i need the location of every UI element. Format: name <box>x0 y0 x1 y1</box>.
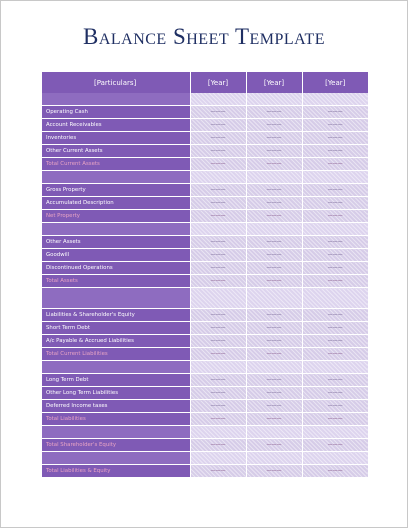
year-value-cell-3[interactable]: ——— <box>302 374 368 387</box>
row-label: Deferred Income taxes <box>42 400 190 413</box>
year-value-cell-2[interactable]: ——— <box>246 439 302 452</box>
year-value-cell-3[interactable] <box>302 452 368 465</box>
spacer-row <box>42 288 368 309</box>
year-value-cell-2[interactable]: ——— <box>246 309 302 322</box>
table-row <box>42 145 368 158</box>
year-value-cell-3[interactable]: ——— <box>302 249 368 262</box>
year-value-cell-3[interactable]: ——— <box>302 262 368 275</box>
row-label: Other Long Term Liabilities <box>42 387 190 400</box>
year-value-cell-1[interactable]: ——— <box>190 309 246 322</box>
total-row <box>42 158 368 171</box>
year-value-cell-3[interactable] <box>302 288 368 309</box>
year-value-cell-1[interactable]: ——— <box>190 275 246 288</box>
year-value-cell-3[interactable]: ——— <box>302 335 368 348</box>
row-label: Total Liabilities <box>42 413 190 426</box>
year-value-cell-1[interactable] <box>190 171 246 184</box>
row-label: Account Receivables <box>42 119 190 132</box>
table-row <box>42 387 368 400</box>
year-value-cell-1[interactable]: ——— <box>190 335 246 348</box>
table-row <box>42 400 368 413</box>
table-row <box>42 374 368 387</box>
table-row <box>42 236 368 249</box>
year-value-cell-1[interactable]: ——— <box>190 374 246 387</box>
year-value-cell-3[interactable]: ——— <box>302 465 368 478</box>
page-title: Balance Sheet Template <box>82 24 326 49</box>
year-value-cell-3[interactable] <box>302 426 368 439</box>
row-label: Gross Property <box>42 184 190 197</box>
year-value-cell-2[interactable]: ——— <box>246 184 302 197</box>
year-value-cell-3[interactable]: ——— <box>302 275 368 288</box>
row-label: A/c Payable & Accrued Liabilities <box>42 335 190 348</box>
year-value-cell-2[interactable]: ——— <box>246 236 302 249</box>
row-label: Inventories <box>42 132 190 145</box>
year-value-cell-1[interactable]: ——— <box>190 236 246 249</box>
year-value-cell-2[interactable]: ——— <box>246 413 302 426</box>
total-row <box>42 348 368 361</box>
row-label <box>42 288 190 309</box>
year-value-cell-1[interactable] <box>190 93 246 106</box>
table-row <box>42 249 368 262</box>
year-value-cell-3[interactable]: ——— <box>302 400 368 413</box>
year-value-cell-1[interactable]: ——— <box>190 132 246 145</box>
table-row <box>42 309 368 322</box>
year-value-cell-1[interactable]: ——— <box>190 348 246 361</box>
total-row <box>42 439 368 452</box>
year-value-cell-1[interactable]: ——— <box>190 262 246 275</box>
total-row <box>42 210 368 223</box>
year-value-cell-1[interactable]: ——— <box>190 158 246 171</box>
year-value-cell-1[interactable] <box>190 361 246 374</box>
year-value-cell-3[interactable] <box>302 171 368 184</box>
year-value-cell-3[interactable]: ——— <box>302 197 368 210</box>
table-row <box>42 132 368 145</box>
year-value-cell-2[interactable]: ——— <box>246 348 302 361</box>
year-value-cell-2[interactable] <box>246 452 302 465</box>
year-value-cell-2[interactable] <box>246 361 302 374</box>
year-value-cell-3[interactable]: ——— <box>302 210 368 223</box>
year-value-cell-2[interactable] <box>246 93 302 106</box>
year-value-cell-1[interactable]: ——— <box>190 387 246 400</box>
spacer-row <box>42 171 368 184</box>
row-label: Total Assets <box>42 275 190 288</box>
row-label <box>42 93 190 106</box>
year-value-cell-2[interactable]: ——— <box>246 145 302 158</box>
table-row <box>42 106 368 119</box>
year-value-cell-3[interactable]: ——— <box>302 387 368 400</box>
table-row <box>42 262 368 275</box>
year-value-cell-3[interactable]: ——— <box>302 322 368 335</box>
row-label <box>42 223 190 236</box>
year-value-cell-2[interactable]: ——— <box>246 465 302 478</box>
year-value-cell-3[interactable]: ——— <box>302 158 368 171</box>
spacer-row <box>42 361 368 374</box>
year-value-cell-2[interactable]: ——— <box>246 106 302 119</box>
year-value-cell-2[interactable]: ——— <box>246 387 302 400</box>
year-value-cell-2[interactable]: ——— <box>246 249 302 262</box>
row-label: Liabilities & Shareholder's Equity <box>42 309 190 322</box>
year-value-cell-3[interactable] <box>302 361 368 374</box>
year-value-cell-2[interactable]: ——— <box>246 374 302 387</box>
year-value-cell-2[interactable] <box>246 426 302 439</box>
year-value-cell-2[interactable]: ——— <box>246 262 302 275</box>
year-value-cell-1[interactable]: ——— <box>190 119 246 132</box>
year-value-cell-3[interactable]: ——— <box>302 309 368 322</box>
year-value-cell-2[interactable]: ——— <box>246 322 302 335</box>
year-value-cell-2[interactable]: ——— <box>246 400 302 413</box>
year-value-cell-1[interactable]: ——— <box>190 400 246 413</box>
spacer-row <box>42 223 368 236</box>
row-label <box>42 426 190 439</box>
year-value-cell-1[interactable]: ——— <box>190 210 246 223</box>
year-value-cell-1[interactable]: ——— <box>190 106 246 119</box>
year-value-cell-2[interactable]: ——— <box>246 119 302 132</box>
table-row <box>42 322 368 335</box>
spacer-row <box>42 426 368 439</box>
year-value-cell-2[interactable]: ——— <box>246 210 302 223</box>
particulars-header: [Particulars] <box>42 72 190 93</box>
year-value-cell-3[interactable]: ——— <box>302 348 368 361</box>
year-value-cell-2[interactable]: ——— <box>246 132 302 145</box>
table-row <box>42 119 368 132</box>
year-value-cell-2[interactable] <box>246 223 302 236</box>
row-label: Other Current Assets <box>42 145 190 158</box>
year-value-cell-3[interactable]: ——— <box>302 236 368 249</box>
year-header-3: [Year] <box>302 72 368 93</box>
table-row <box>42 197 368 210</box>
row-label: Long Term Debt <box>42 374 190 387</box>
year-value-cell-2[interactable]: ——— <box>246 197 302 210</box>
row-label <box>42 452 190 465</box>
year-value-cell-3[interactable]: ——— <box>302 132 368 145</box>
year-value-cell-1[interactable] <box>190 223 246 236</box>
row-label <box>42 361 190 374</box>
year-value-cell-3[interactable]: ——— <box>302 413 368 426</box>
year-value-cell-1[interactable]: ——— <box>190 145 246 158</box>
year-value-cell-2[interactable]: ——— <box>246 158 302 171</box>
year-value-cell-3[interactable]: ——— <box>302 119 368 132</box>
year-header-2: [Year] <box>246 72 302 93</box>
year-value-cell-2[interactable] <box>246 171 302 184</box>
balance-sheet-table <box>42 72 368 478</box>
year-value-cell-1[interactable] <box>190 288 246 309</box>
year-value-cell-3[interactable]: ——— <box>302 184 368 197</box>
row-label: Short Term Debt <box>42 322 190 335</box>
year-value-cell-3[interactable] <box>302 93 368 106</box>
year-value-cell-1[interactable]: ——— <box>190 465 246 478</box>
year-value-cell-3[interactable]: ——— <box>302 145 368 158</box>
year-value-cell-1[interactable]: ——— <box>190 184 246 197</box>
table-row <box>42 335 368 348</box>
year-value-cell-1[interactable] <box>190 426 246 439</box>
table-row <box>42 184 368 197</box>
row-label: Total Current Assets <box>42 158 190 171</box>
year-value-cell-3[interactable] <box>302 223 368 236</box>
year-value-cell-1[interactable]: ——— <box>190 197 246 210</box>
total-row <box>42 275 368 288</box>
spacer-row <box>42 452 368 465</box>
row-label: Total Liabilities & Equity <box>42 465 190 478</box>
row-label: Total Shareholder's Equity <box>42 439 190 452</box>
year-value-cell-1[interactable]: ——— <box>190 322 246 335</box>
spacer-row <box>42 93 368 106</box>
table-body <box>42 93 368 478</box>
year-value-cell-2[interactable] <box>246 288 302 309</box>
total-row <box>42 465 368 478</box>
year-value-cell-1[interactable]: ——— <box>190 249 246 262</box>
row-label <box>42 171 190 184</box>
year-value-cell-2[interactable]: ——— <box>246 275 302 288</box>
header-row <box>42 72 368 93</box>
year-value-cell-1[interactable] <box>190 452 246 465</box>
year-header-1: [Year] <box>190 72 246 93</box>
row-label: Goodwill <box>42 249 190 262</box>
row-label: Other Assets <box>42 236 190 249</box>
row-label: Accumulated Description <box>42 197 190 210</box>
year-value-cell-1[interactable]: ——— <box>190 439 246 452</box>
row-label: Operating Cash <box>42 106 190 119</box>
total-row <box>42 413 368 426</box>
year-value-cell-3[interactable]: ——— <box>302 439 368 452</box>
row-label: Net Property <box>42 210 190 223</box>
row-label: Total Current Liabilities <box>42 348 190 361</box>
row-label: Discontinued Operations <box>42 262 190 275</box>
year-value-cell-3[interactable]: ——— <box>302 106 368 119</box>
year-value-cell-2[interactable]: ——— <box>246 335 302 348</box>
year-value-cell-1[interactable]: ——— <box>190 413 246 426</box>
